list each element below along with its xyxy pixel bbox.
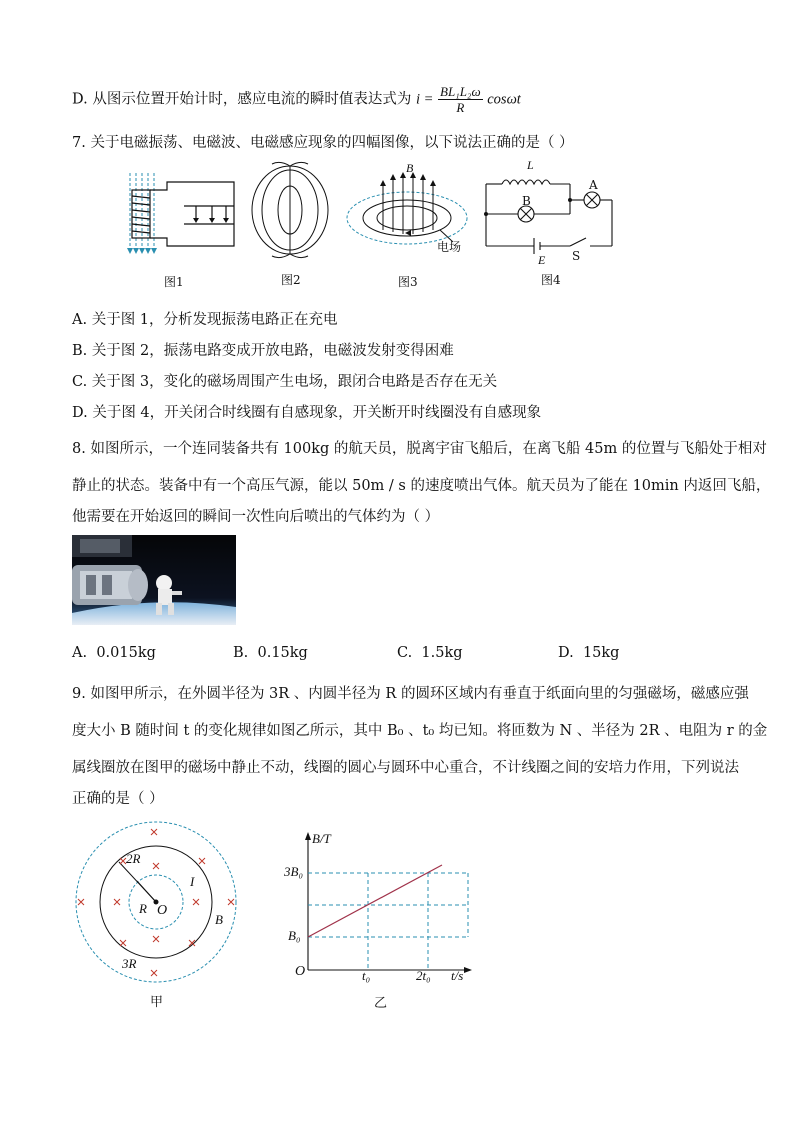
q9-fig-a-label-b: B xyxy=(215,912,223,927)
q7-fig4-label-a: A xyxy=(589,178,598,192)
q8-option-d: D. 15kg xyxy=(558,645,620,661)
q7-fig4-label-s: S xyxy=(572,249,581,263)
q7-fig3-label-field: 电场 xyxy=(437,240,462,254)
q7-option-b: B. 关于图 2，振荡电路变成开放电路，电磁波发射变得困难 xyxy=(72,343,454,359)
q9-stem-line4: 正确的是（ ） xyxy=(72,791,164,807)
q9-fig-b-xlabel: t/s xyxy=(451,968,464,983)
q7-fig1-caption: 图1 xyxy=(164,275,184,289)
q9-fig-a-label-3r: 3R xyxy=(122,956,137,971)
q7-option-c: C. 关于图 3，变化的磁场周围产生电场，跟闭合电路是否存在无关 xyxy=(72,374,498,390)
q9-graph-line xyxy=(308,865,442,937)
q6-formula-denominator: R xyxy=(456,100,465,115)
q6-option-d xyxy=(72,84,521,115)
q8-stem-line3: 他需要在开始返回的瞬间一次性向后喷出的气体约为（ ） xyxy=(72,509,440,525)
q9-fig-a-label-2r: 2R xyxy=(126,851,141,866)
q7-fig4-label-b: B xyxy=(522,194,531,208)
q7-fig3-caption: 图3 xyxy=(398,275,418,289)
q8-stem-line2: 静止的状态。装备中有一个高压气源，能以 50m / s 的速度喷出气体。航天员为了能在 10min 内返回飞船， xyxy=(72,478,771,494)
q8-option-c: C. 1.5kg xyxy=(397,645,463,661)
q9-figure-b xyxy=(280,828,480,978)
q7-option-d: D. 关于图 4，开关闭合时线圈有自感现象，开关断开时线圈没有自感现象 xyxy=(72,405,542,421)
q9-fig-a-caption: 甲 xyxy=(150,995,164,1010)
astronaut-photo xyxy=(72,535,236,625)
q6-option-d-text: D. 从图示位置开始计时，感应电流的瞬时值表达式为 xyxy=(72,91,412,108)
q8-option-b: B. 0.15kg xyxy=(233,645,308,661)
q9-fig-b-ylabel: B/T xyxy=(312,831,331,846)
q7-figure-1 xyxy=(122,168,242,258)
q9-stem-line3: 属线圈放在图甲的磁场中静止不动，线圈的圆心与圆环中心重合，不计线圈之间的安培力作用，下列说法 xyxy=(72,760,739,776)
q9-fig-a-label-r: R xyxy=(139,901,147,916)
q7-fig4-caption: 图4 xyxy=(541,273,561,287)
q9-fig-b-ytick-3b0: 3B₀ xyxy=(284,864,303,879)
q7-figure-2 xyxy=(250,160,330,260)
q7-figure-4 xyxy=(478,160,618,260)
q6-formula-tail: cosωt xyxy=(487,91,521,108)
q6-formula-lhs: i = xyxy=(415,91,434,108)
q7-stem: 7. 关于电磁振荡、电磁波、电磁感应现象的四幅图像，以下说法正确的是（ ） xyxy=(72,135,574,151)
q7-option-a: A. 关于图 1，分析发现振荡电路正在充电 xyxy=(72,312,338,328)
q9-fig-b-ytick-b0: B₀ xyxy=(288,928,301,943)
q7-fig2-caption: 图2 xyxy=(281,273,301,287)
q6-formula-fraction xyxy=(438,84,483,115)
q7-fig4-label-e: E xyxy=(538,253,546,267)
q9-stem-line2: 度大小 B 随时间 t 的变化规律如图乙所示，其中 B₀ 、t₀ 均已知。将匝数为 N 、半径为 2R 、电阻为 r 的金 xyxy=(72,723,768,739)
q9-fig-b-caption: 乙 xyxy=(374,996,388,1011)
q9-fig-a-label-o: O xyxy=(157,903,168,918)
q9-fig-b-xtick-2t0: 2t₀ xyxy=(416,968,431,983)
q6-formula-numerator: BL₁L₂ω xyxy=(440,84,481,99)
q7-fig3-label-b: B xyxy=(406,161,414,175)
q9-fig-b-origin: O xyxy=(295,964,306,979)
q8-stem-line1: 8. 如图所示，一个连同装备共有 100kg 的航天员，脱离宇宙飞船后，在离飞船 45m 的位置与飞船处于相对 xyxy=(72,441,767,457)
q9-fig-a-label-i: I xyxy=(190,874,195,889)
q9-fig-b-xtick-t0: t₀ xyxy=(362,968,371,983)
q9-stem-line1: 9. 如图甲所示，在外圆半径为 3R 、内圆半径为 R 的圆环区域内有垂直于纸面向里的匀强磁场，磁感应强 xyxy=(72,686,749,702)
q8-option-a: A. 0.015kg xyxy=(72,645,156,661)
q7-fig4-label-l: L xyxy=(527,158,534,172)
